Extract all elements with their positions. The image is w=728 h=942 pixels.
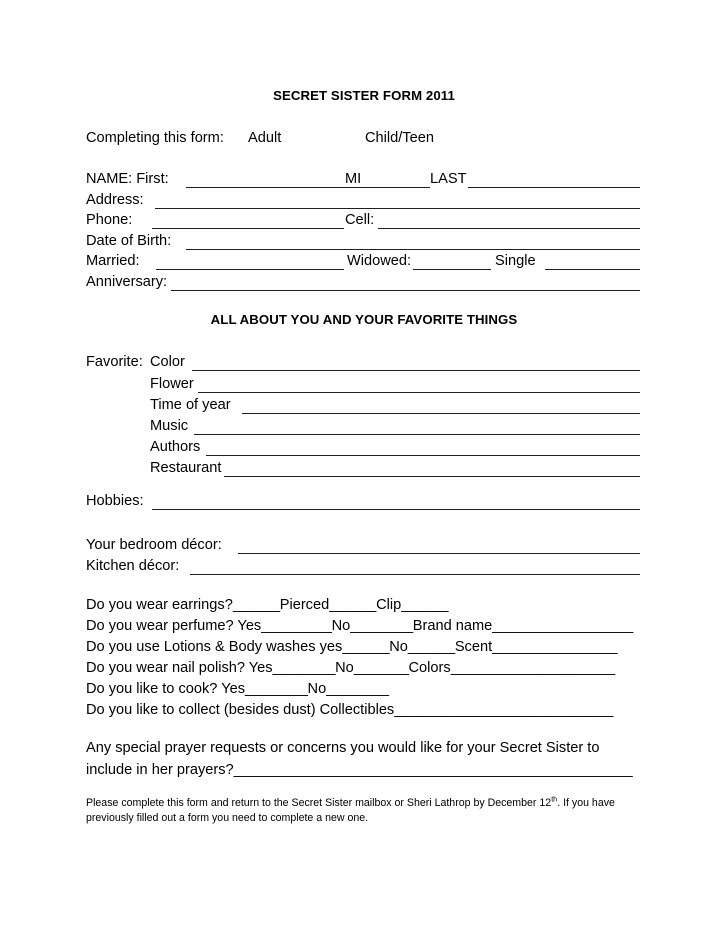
- question-lotions-label-scent: Scent: [454, 639, 493, 655]
- name-row: [0, 169, 728, 189]
- question-perfume-blank-brand[interactable]: __________________: [492, 618, 633, 634]
- question-collect-prompt: Do you like to collect (besides dust) Collectibles: [86, 702, 395, 718]
- prayer-request-line-1: Any special prayer requests or concerns you would like for your Secret Sister to: [86, 740, 600, 756]
- favorite-row-time-of-year: [0, 395, 728, 415]
- prayer-request-line-2: [86, 760, 642, 782]
- question-earrings-prompt: Do you wear earrings?: [86, 597, 233, 613]
- question-cook-blank-yes[interactable]: ________: [245, 681, 308, 697]
- page-title: SECRET SISTER FORM 2011: [273, 88, 455, 103]
- favorite-row-authors: [0, 437, 728, 457]
- favorite-label-flower: Flower: [150, 376, 194, 392]
- anniversary-label: Anniversary:: [86, 274, 168, 290]
- section-heading: ALL ABOUT YOU AND YOUR FAVORITE THINGS: [210, 312, 518, 327]
- question-perfume-blank-no[interactable]: ________: [350, 618, 413, 634]
- question-nail-polish-label-colors: Colors: [408, 660, 451, 676]
- question-lotions-blank-no[interactable]: ______: [407, 639, 455, 655]
- mi-label: MI: [345, 171, 362, 187]
- favorite-row-restaurant: [0, 458, 728, 478]
- question-cook: [86, 679, 389, 699]
- question-cook-option-no: No: [307, 681, 327, 697]
- question-lotions-blank-yes[interactable]: ______: [342, 639, 390, 655]
- question-nail-polish-blank-colors[interactable]: _____________________: [450, 660, 615, 676]
- cell-blank[interactable]: [378, 228, 640, 229]
- question-cook-prompt: Do you like to cook? Yes: [86, 681, 246, 697]
- question-nail-polish-blank-yes[interactable]: ________: [272, 660, 336, 676]
- footer-text-part-1: Please complete this form and return to the Secret Sister mailbox or Sheri Lathrop by December 12: [86, 797, 552, 809]
- question-cook-blank-no[interactable]: ________: [326, 681, 389, 697]
- favorite-blank-color[interactable]: [192, 370, 640, 371]
- single-blank[interactable]: [545, 269, 640, 270]
- question-earrings-blank-3[interactable]: ______: [401, 597, 449, 613]
- question-earrings: [86, 595, 448, 615]
- footer-text-part-2: . If you have previously filled out a form you need to complete a new one.: [86, 797, 615, 824]
- dob-label: Date of Birth:: [86, 233, 172, 249]
- phone-blank[interactable]: [152, 228, 344, 229]
- option-child-teen[interactable]: Child/Teen: [365, 130, 434, 146]
- footer-note: [86, 796, 642, 825]
- prayer-request-blank[interactable]: ___________________________________________________: [233, 761, 633, 778]
- question-lotions: [86, 637, 617, 657]
- widowed-label: Widowed:: [347, 253, 412, 269]
- phone-label: Phone:: [86, 212, 133, 228]
- bedroom-decor-blank[interactable]: [238, 553, 640, 554]
- question-earrings-blank-2[interactable]: ______: [329, 597, 377, 613]
- favorite-row-flower: [0, 374, 728, 394]
- question-lotions-prompt: Do you use Lotions & Body washes yes: [86, 639, 343, 655]
- kitchen-decor-blank[interactable]: [190, 574, 640, 575]
- name-first-blank[interactable]: [186, 187, 344, 188]
- favorite-group-row: [0, 352, 728, 372]
- favorite-blank-music[interactable]: [194, 434, 640, 435]
- favorite-group-label: Favorite:: [86, 354, 143, 370]
- favorite-label-restaurant: Restaurant: [150, 460, 222, 476]
- married-label: Married:: [86, 253, 140, 269]
- question-earrings-option-clip: Clip: [376, 597, 402, 613]
- anniversary-blank[interactable]: [171, 290, 640, 291]
- marital-row: [0, 251, 728, 271]
- question-collect: [86, 700, 613, 720]
- single-label: Single: [495, 253, 536, 269]
- prayer-request-line-2-text: include in her prayers?: [86, 761, 234, 778]
- widowed-blank[interactable]: [413, 269, 491, 270]
- address-row: [0, 190, 728, 210]
- completing-row: [0, 128, 728, 148]
- question-earrings-option-pierced: Pierced: [279, 597, 330, 613]
- phone-row: [0, 210, 728, 230]
- favorite-row-music: [0, 416, 728, 436]
- question-perfume-option-no: No: [331, 618, 351, 634]
- question-collect-blank[interactable]: ____________________________: [394, 702, 614, 718]
- bedroom-decor-label: Your bedroom décor:: [86, 537, 222, 553]
- question-lotions-option-no: No: [389, 639, 408, 655]
- question-perfume-label-brand-name: Brand name: [412, 618, 493, 634]
- option-adult[interactable]: Adult: [248, 130, 282, 146]
- favorite-label-authors: Authors: [150, 439, 201, 455]
- address-label: Address:: [86, 192, 144, 208]
- name-mi-blank[interactable]: [344, 187, 430, 188]
- question-nail-polish: [86, 658, 615, 678]
- dob-blank[interactable]: [186, 249, 640, 250]
- name-label: NAME: First:: [86, 171, 169, 187]
- prayer-request-block: [86, 738, 642, 781]
- name-last-blank[interactable]: [468, 187, 640, 188]
- married-blank[interactable]: [156, 269, 344, 270]
- address-blank[interactable]: [155, 208, 640, 209]
- question-perfume-blank-yes[interactable]: _________: [261, 618, 332, 634]
- favorite-label-time-of-year: Time of year: [150, 397, 231, 413]
- question-lotions-blank-scent[interactable]: ________________: [492, 639, 618, 655]
- hobbies-label: Hobbies:: [86, 493, 144, 509]
- question-perfume: [86, 616, 633, 636]
- question-perfume-prompt: Do you wear perfume? Yes: [86, 618, 262, 634]
- favorite-label-color: Color: [150, 354, 185, 370]
- favorite-blank-authors[interactable]: [206, 455, 640, 456]
- kitchen-decor-label: Kitchen décor:: [86, 558, 180, 574]
- favorite-label-music: Music: [150, 418, 189, 434]
- favorite-blank-time-of-year[interactable]: [242, 413, 640, 414]
- hobbies-row: [0, 491, 728, 511]
- favorite-blank-flower[interactable]: [198, 392, 640, 393]
- question-nail-polish-blank-no[interactable]: _______: [353, 660, 409, 676]
- last-label: LAST: [430, 171, 467, 187]
- completing-label: Completing this form:: [86, 130, 224, 146]
- cell-label: Cell:: [345, 212, 375, 228]
- hobbies-blank[interactable]: [152, 509, 640, 510]
- question-nail-polish-option-no: No: [335, 660, 354, 676]
- dob-row: [0, 231, 728, 251]
- footer-ordinal-suffix: th: [551, 794, 558, 804]
- anniversary-row: [0, 272, 728, 292]
- favorite-blank-restaurant[interactable]: [224, 476, 640, 477]
- question-earrings-blank-1[interactable]: ______: [232, 597, 280, 613]
- bedroom-decor-row: [0, 535, 728, 555]
- question-nail-polish-prompt: Do you wear nail polish? Yes: [86, 660, 273, 676]
- kitchen-decor-row: [0, 556, 728, 576]
